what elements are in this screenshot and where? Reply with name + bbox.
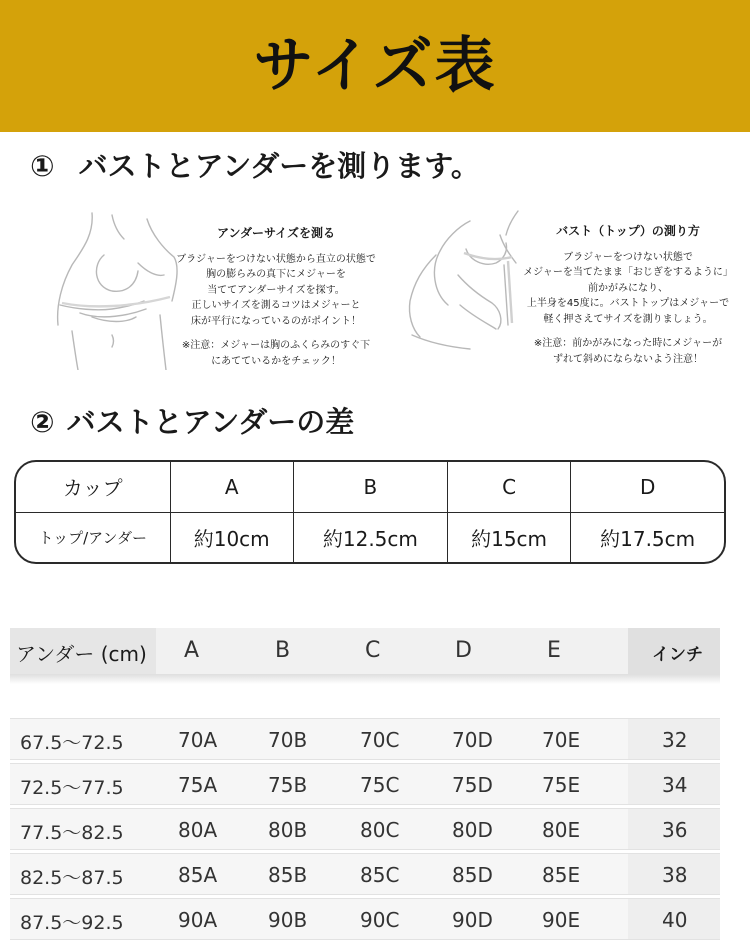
- size-cell: 85C: [360, 863, 400, 887]
- size-cell: 85A: [178, 863, 218, 887]
- bust-guide-line: ブラジャーをつけない状態で: [563, 251, 693, 263]
- size-cell: 70E: [542, 728, 581, 752]
- size-cell: 75C: [360, 773, 400, 797]
- cup-row-label: カップ: [16, 462, 170, 512]
- cup-row: [16, 462, 724, 512]
- under-guide-line: ブラジャーをつけない状態から直立の状態で: [176, 253, 376, 265]
- under-range-cell: 72.5～77.5: [20, 777, 124, 799]
- under-measure-illustration: [52, 205, 184, 370]
- inch-cell: 34: [662, 773, 688, 797]
- size-cell: 70A: [178, 728, 218, 752]
- cup-column-header: D: [455, 638, 472, 663]
- bust-guide-line: 上半身を45度に。バストトップはメジャーで: [526, 298, 730, 309]
- size-table-row: [10, 718, 720, 760]
- difference-cell: 約10cm: [170, 512, 293, 562]
- size-cell: 85D: [452, 863, 493, 887]
- under-measure-guide: [168, 226, 384, 369]
- cup-cell: D: [571, 462, 724, 512]
- cup-column-header: E: [547, 638, 561, 663]
- size-cell: 70B: [268, 728, 308, 752]
- size-cell: 90A: [178, 908, 218, 932]
- size-cell: 80C: [360, 818, 400, 842]
- size-table-row: [10, 763, 720, 805]
- size-table-header: [10, 628, 720, 684]
- step2-number: ②: [30, 405, 55, 439]
- cup-cell: B: [293, 462, 447, 512]
- cup-cell: C: [447, 462, 570, 512]
- step2-title: バストとアンダーの差: [66, 405, 355, 439]
- size-cell: 70D: [452, 728, 493, 752]
- size-cell: 80E: [542, 818, 581, 842]
- title-banner: [0, 0, 750, 132]
- size-cell: 80D: [452, 818, 493, 842]
- inch-cell: 36: [662, 818, 688, 842]
- under-guide-title: アンダーサイズを測る: [216, 226, 336, 240]
- under-guide-line: 胸の膨らみの真下にメジャーを: [206, 269, 346, 280]
- cup-column-header: C: [365, 638, 381, 663]
- cup-difference-table: [14, 460, 726, 564]
- under-guide-line: 当ててアンダーサイズを探す。: [207, 284, 345, 296]
- difference-cell: 約15cm: [447, 512, 570, 562]
- size-table-row: [10, 853, 720, 895]
- difference-row: [16, 512, 724, 562]
- step1-number: ①: [30, 149, 55, 183]
- bust-guide-line: 軽く押さえてサイズを測りましょう。: [543, 313, 713, 325]
- bust-guide-line: メジャーを当てたまま「おじぎをするように」: [523, 267, 733, 278]
- bust-measure-guide: [510, 224, 746, 367]
- size-cell: 75A: [178, 773, 218, 797]
- inch-cell: 38: [662, 863, 688, 887]
- size-cell: 90E: [542, 908, 581, 932]
- bust-guide-note: ずれて斜めにならないよう注意！: [553, 353, 703, 365]
- step1-title: バストとアンダーを測ります。: [78, 149, 480, 183]
- inch-cell: 32: [662, 728, 688, 752]
- under-range-cell: 87.5～92.5: [20, 912, 124, 934]
- size-table-row: [10, 898, 720, 940]
- under-range-cell: 82.5～87.5: [20, 867, 124, 889]
- size-cell: 90D: [452, 908, 493, 932]
- step2-heading: [30, 400, 354, 441]
- size-cell: 75E: [542, 773, 581, 797]
- size-table-row: [10, 808, 720, 850]
- cup-column-header: A: [184, 638, 200, 663]
- size-cell: 90B: [268, 908, 308, 932]
- size-cell: 70C: [360, 728, 400, 752]
- size-cell: 75B: [268, 773, 308, 797]
- bust-guide-note: ※注意：前かがみになった時にメジャーが: [533, 338, 723, 349]
- under-guide-line: 正しいサイズを測るコツはメジャーと: [191, 300, 361, 311]
- size-cell: 85E: [542, 863, 581, 887]
- under-column-header: アンダー (cm): [16, 642, 147, 666]
- step1-heading: [30, 144, 480, 185]
- under-range-cell: 67.5～72.5: [20, 732, 124, 754]
- under-range-cell: 77.5～82.5: [20, 822, 124, 844]
- inch-column-header: インチ: [652, 645, 703, 665]
- under-guide-line: 床が平行になっているのがポイント！: [191, 315, 361, 327]
- under-guide-note: にあてているかをチェック！: [211, 355, 341, 367]
- inch-cell: 40: [662, 908, 688, 932]
- page-title: サイズ表: [253, 31, 497, 101]
- size-cell: 80A: [178, 818, 218, 842]
- bust-guide-title: バスト（トップ）の測り方: [556, 224, 700, 238]
- size-cell: 85B: [268, 863, 308, 887]
- cup-cell: A: [170, 462, 293, 512]
- size-table-body: [10, 718, 720, 945]
- difference-row-label: トップ/アンダー: [16, 512, 170, 562]
- size-cell: 80B: [268, 818, 308, 842]
- size-cell: 75D: [452, 773, 493, 797]
- under-guide-note: ※注意：メジャーは胸のふくらみのすぐ下: [181, 340, 371, 351]
- bust-guide-line: 前かがみになり、: [588, 282, 668, 294]
- cup-column-header: B: [275, 638, 291, 663]
- size-cell: 90C: [360, 908, 400, 932]
- difference-cell: 約17.5cm: [571, 512, 724, 562]
- difference-cell: 約12.5cm: [293, 512, 447, 562]
